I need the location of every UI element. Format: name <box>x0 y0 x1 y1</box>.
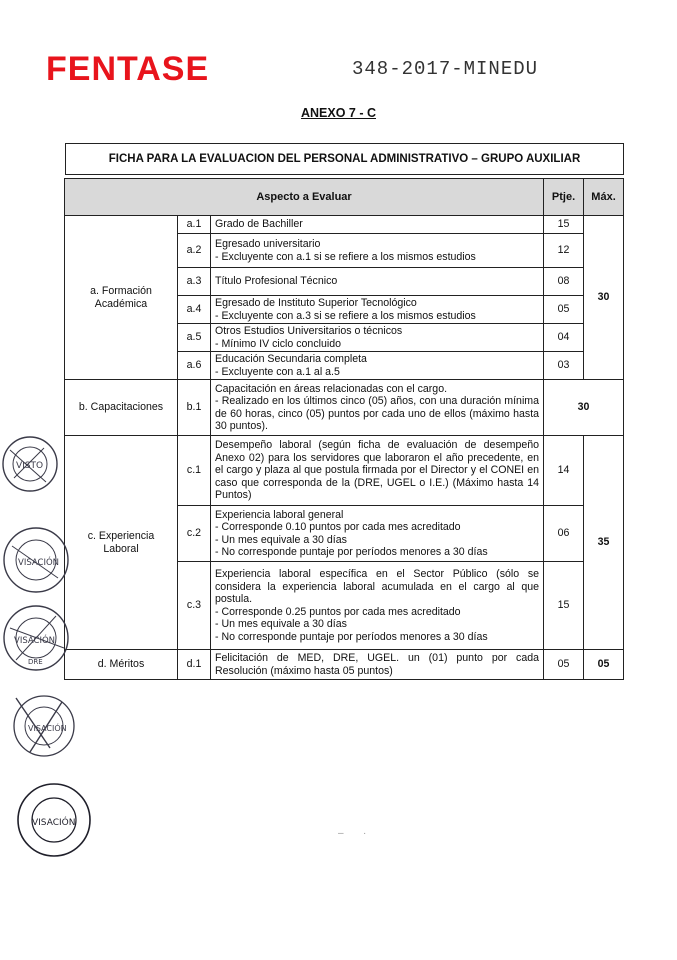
section-name-d: d. Méritos <box>65 650 178 680</box>
visacion-stamp-2 <box>2 598 72 678</box>
table-row <box>65 650 624 680</box>
row-score: 15 <box>544 216 584 234</box>
row-code: a.3 <box>178 268 211 296</box>
section-max-a: 30 <box>584 216 624 380</box>
section-max-d: 05 <box>584 650 624 680</box>
visto-stamp-text: VISTO <box>16 461 44 471</box>
row-description: Grado de Bachiller <box>211 216 544 234</box>
table-row <box>65 216 624 234</box>
row-score: 05 <box>544 650 584 680</box>
row-score: 12 <box>544 234 584 268</box>
table-row <box>65 380 624 436</box>
row-code: a.1 <box>178 216 211 234</box>
section-max-c: 35 <box>584 436 624 650</box>
row-description: Egresado universitario - Excluyente con a.1 si se refiere a los mismos estudios <box>211 234 544 268</box>
row-score: 06 <box>544 506 584 562</box>
row-code: c.3 <box>178 562 211 650</box>
row-description: Otros Estudios Universitarios o técnicos - Mínimo IV ciclo concluido <box>211 324 544 352</box>
header-score: Ptje. <box>544 179 584 216</box>
visacion-stamp-text-3: VISACIÓN <box>28 724 67 733</box>
row-code: a.5 <box>178 324 211 352</box>
row-code: d.1 <box>178 650 211 680</box>
row-code: b.1 <box>178 380 211 436</box>
section-name-b: b. Capacitaciones <box>65 380 178 436</box>
visacion-stamp-3 <box>10 688 80 768</box>
row-score: 04 <box>544 324 584 352</box>
form-title: FICHA PARA LA EVALUACION DEL PERSONAL ADMINISTRATIVO – GRUPO AUXILIAR <box>65 143 624 175</box>
section-name-a: a. Formación Académica <box>65 216 178 380</box>
row-code: a.6 <box>178 352 211 380</box>
row-score: 08 <box>544 268 584 296</box>
row-description: Egresado de Instituto Superior Tecnológico - Excluyente con a.3 si se refiere a los mismos estudios <box>211 296 544 324</box>
visacion-stamp-4 <box>14 780 94 860</box>
row-description: Felicitación de MED, DRE, UGEL. un (01) punto por cada Resolución (máximo hasta 05 puntos) <box>211 650 544 680</box>
row-code: a.2 <box>178 234 211 268</box>
row-code: c.1 <box>178 436 211 506</box>
row-score: 05 <box>544 296 584 324</box>
row-description: Experiencia laboral específica en el Sector Público (sólo se considera la experiencia laboral acumulada en el cargo al que postula. - Corresponde 0.25 puntos por cada mes acreditado - Un mes equivale a 30 días - No corresponde puntaje por períodos menores a 30 días <box>211 562 544 650</box>
visacion-stamp-text-2: VISACIÓN <box>14 636 56 646</box>
row-description: Desempeño laboral (según ficha de evaluación de desempeño Anexo 02) para los servidores que laboraron el año precedente, en el cargo y plaza al que postula firmada por el Director y el CONEI en caso que corresponda de la (DRE, UGEL o I.E.) (Máximo hasta 14 Puntos) <box>211 436 544 506</box>
brand-logo: FENTASE <box>46 50 210 88</box>
header-aspect: Aspecto a Evaluar <box>65 179 544 216</box>
dre-stamp-text: DRE <box>28 658 43 666</box>
header-max: Máx. <box>584 179 624 216</box>
row-code: a.4 <box>178 296 211 324</box>
table-row <box>65 436 624 506</box>
visto-stamp <box>2 430 62 500</box>
row-description: Capacitación en áreas relacionadas con el cargo. - Realizado en los últimos cinco (05) años, con una duración mínima de 60 horas, cinco (05) puntos por cada uno de ellos (máximo hasta 30 puntos). <box>211 380 544 436</box>
row-description: Educación Secundaria completa - Excluyente con a.1 al a.5 <box>211 352 544 380</box>
row-code: c.2 <box>178 506 211 562</box>
document-reference: 348-2017-MINEDU <box>352 58 539 80</box>
visacion-stamp-1 <box>2 522 72 602</box>
annex-title: ANEXO 7 - C <box>300 106 376 120</box>
section-max-b: 30 <box>544 380 624 436</box>
visacion-stamp-text-1: VISACIÓN <box>18 558 60 568</box>
scan-marks: – · <box>338 828 367 839</box>
row-score: 15 <box>544 562 584 650</box>
row-description: Experiencia laboral general - Corresponde 0.10 puntos por cada mes acreditado - Un mes equivale a 30 días - No corresponde puntaje por períodos menores a 30 días <box>211 506 544 562</box>
row-score: 14 <box>544 436 584 506</box>
row-score: 03 <box>544 352 584 380</box>
table-header-row <box>65 179 624 216</box>
row-description: Título Profesional Técnico <box>211 268 544 296</box>
section-name-c: c. Experiencia Laboral <box>65 436 178 650</box>
visacion-stamp-text-4: VISACIÓN <box>32 818 76 828</box>
evaluation-table <box>64 178 624 680</box>
